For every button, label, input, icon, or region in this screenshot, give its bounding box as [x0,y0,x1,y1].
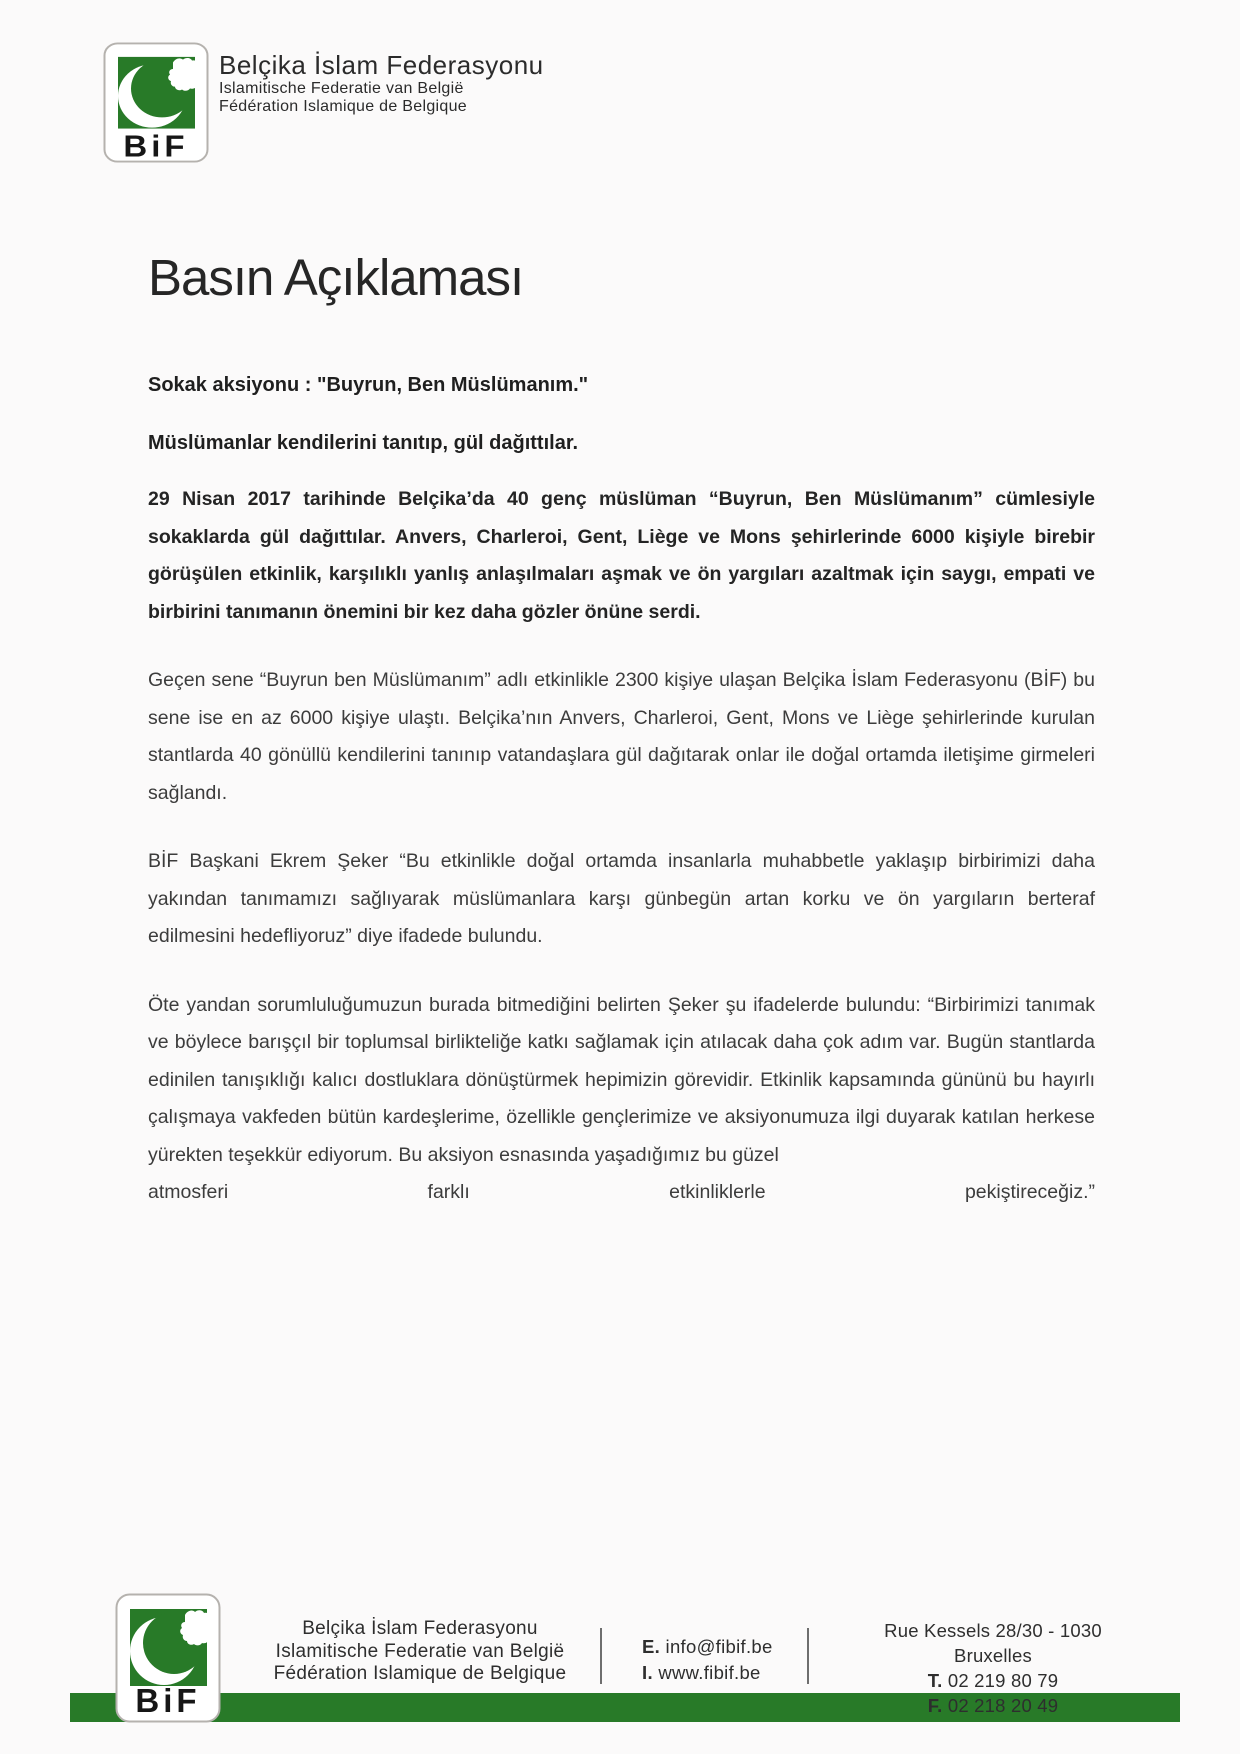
subtitle-street-action: Sokak aksiyonu : "Buyrun, Ben Müslümanım." [148,374,589,396]
footer-org-name-primary: Belçika İslam Federasyonu [302,1618,538,1639]
paragraph-3: Öte yandan sorumluluğumuzun burada bitmediğini belirten Şeker şu ifadelerde bulundu: “Birbirimizi tanımak ve böylece barışçıl bir toplumsal birlikteliğe katkı sağlamak için atılacak daha çok adım var. Bugün stantlarda edinilen tanışıklığı kalıcı dostluklara dönüştürmek hepimizin görevidir. Etkinlik kapsamında gününü bu hayırlı çalışmaya vakfeden bütün kardeşlerime, özellikle gençlerimize ve aksiyonumuza ilgi duyarak katılan herkese yürekten teşekkür ediyorum. Bu aksiyon esnasında yaşadığımız bu güzel [148,993,1095,1166]
phone-value: 02 219 80 79 [947,1670,1059,1691]
paragraph-2: BİF Başkani Ekrem Şeker “Bu etkinlikle doğal ortamda insanlarla muhabbetle yaklaşıp birbirimizi daha yakından tanımamızı sağlıyarak müslümanlara karşı günbegün artan korku ve ön yargıların berteraf edilmesini hedefliyoruz” diye ifadede bulundu. [148,850,1095,947]
org-name-primary: Belçika İslam Federasyonu [219,50,544,80]
web-label: I. [642,1662,653,1683]
bif-logo-text: BiF [135,1682,201,1719]
footer-email-line [642,1634,773,1660]
paragraph-1: Geçen sene “Buyrun ben Müslümanım” adlı etkinlikle 2300 kişiye ulaşan Belçika İslam Federasyonu (BİF) bu sene ise en az 6000 kişiye ulaştı. Belçika’nın Anvers, Charleroi, Gent, Mons ve Liège şehirlerinde kurulan stantlarda 40 gönüllü kendilerini tanınıp vatandaşlara gül dağıtarak onlar ile doğal ortamda iletişime girmeleri sağlandı. [148,669,1095,804]
address-street: Rue Kessels 28/30 - 1030 Bruxelles [884,1620,1102,1666]
footer-address-block [843,1618,1143,1718]
address-phone-line [843,1668,1143,1693]
crescent-and-belgium-map-icon [103,42,209,163]
email-label: E. [642,1636,661,1657]
fax-label: F. [927,1695,943,1716]
org-name-french: Fédération Islamique de Belgique [219,97,467,115]
subtitle-roses: Müslümanlar kendilerini tanıtıp, gül dağıttılar. [148,432,579,454]
document-body [148,248,1095,1212]
footer-organization-names [240,1618,600,1686]
web-value: www.fibif.be [658,1662,761,1683]
header-organization-names [219,50,544,115]
bif-logo [103,42,209,163]
crescent-and-belgium-map-icon [115,1593,221,1723]
page-title: Basın Açıklaması [148,249,524,306]
lead-paragraph: 29 Nisan 2017 tarihinde Belçika’da 40 genç müslüman “Buyrun, Ben Müslümanım” cümlesiyle sokaklarda gül dağıttılar. Anvers, Charleroi, Gent, Liège ve Mons şehirlerinde 6000 kişiyle birebir görüşülen etkinlik, karşılıklı yanlış anlaşılmaları aşmak ve ön yargıları azaltmak için saygı, empati ve birbirini tanımanın önemini bir kez daha gözler önüne serdi. [148,488,1095,623]
phone-label: T. [927,1670,943,1691]
footer-org-name-french: Fédération Islamique de Belgique [273,1663,567,1684]
email-value: info@fibif.be [665,1636,773,1657]
closing-justified-line: atmosferi farklı etkinliklerle pekiştireceğiz.” [148,1181,1095,1203]
bif-logo-footer [115,1593,221,1723]
footer-org-name-dutch: Islamitische Federatie van België [275,1640,565,1662]
footer-contact-block [642,1634,773,1686]
org-name-dutch: Islamitische Federatie van België [219,80,464,97]
footer-divider-right [807,1628,809,1684]
fax-value: 02 218 20 49 [947,1695,1059,1716]
bif-logo-text: BiF [123,128,189,163]
footer-divider-left [600,1628,602,1684]
address-fax-line [843,1693,1143,1718]
footer-web-line [642,1660,773,1686]
